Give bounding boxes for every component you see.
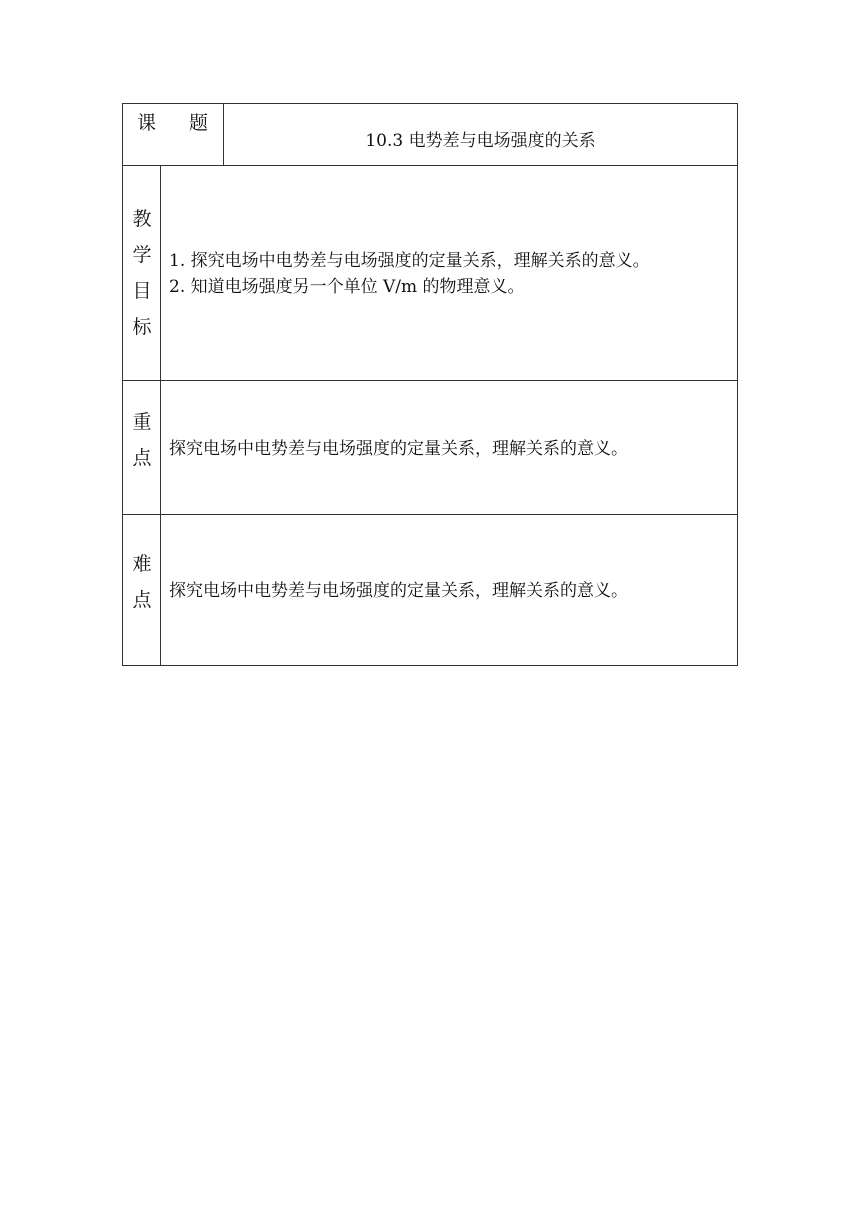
table-border-top <box>122 103 738 104</box>
key-points-label <box>123 413 161 485</box>
row-separator-3 <box>122 514 738 515</box>
row-separator-2 <box>122 380 738 381</box>
objective-item-2: 2. 知道电场强度另一个单位 V/m 的物理意义。 <box>169 277 525 298</box>
objective-item-1: 1. 探究电场中电势差与电场强度的定量关系，理解关系的意义。 <box>169 251 650 271</box>
table-border-bottom <box>122 665 738 666</box>
topic-label <box>137 108 208 135</box>
topic-label-char-1: 课 <box>137 112 157 134</box>
objectives-label-char-2: 学 <box>132 244 152 266</box>
objectives-label-char-3: 目 <box>132 280 152 302</box>
difficult-points-label <box>123 555 161 627</box>
topic-label-char-2: 题 <box>189 112 209 134</box>
objectives-list <box>169 248 650 301</box>
objectives-label <box>123 210 161 354</box>
key-points-label-char-2: 点 <box>132 447 152 469</box>
key-points-label-char-1: 重 <box>132 411 152 433</box>
row-separator-1 <box>122 165 738 166</box>
difficult-points-label-char-2: 点 <box>132 589 152 611</box>
difficult-points-text: 探究电场中电势差与电场强度的定量关系，理解关系的意义。 <box>169 581 628 601</box>
topic-title: 10.3 电势差与电场强度的关系 <box>365 131 596 151</box>
key-points-text: 探究电场中电势差与电场强度的定量关系，理解关系的意义。 <box>169 439 628 459</box>
objectives-label-char-1: 教 <box>132 208 152 230</box>
objectives-label-char-4: 标 <box>132 316 152 338</box>
difficult-points-label-char-1: 难 <box>132 553 152 575</box>
table-border-right <box>737 103 738 666</box>
